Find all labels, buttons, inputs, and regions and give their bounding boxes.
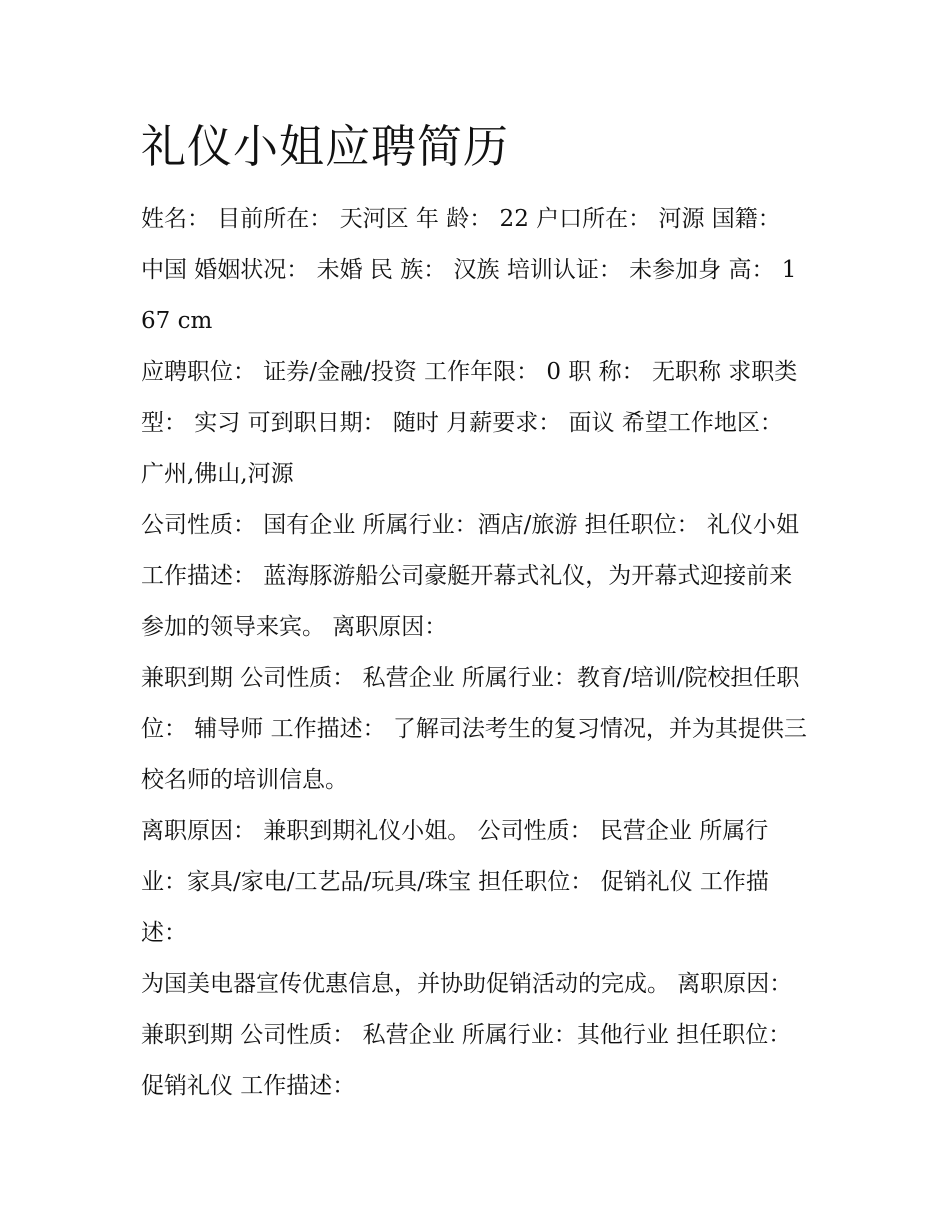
- paragraph-job-intent: 应聘职位： 证券/金融/投资 工作年限： 0 职 称： 无职称 求职类型： 实习 可到职日期： 随时 月薪要求： 面议 希望工作地区： 广州,佛山,河源: [141, 359, 798, 487]
- paragraph-experience-1: 公司性质： 国有企业 所属行业：酒店/旅游 担任职位： 礼仪小姐 工作描述： 蓝海豚游船公司豪艇开幕式礼仪，为开幕式迎接前来参加的领导来宾。 离职原因：: [141, 512, 799, 640]
- paragraph-experience-2: 兼职到期 公司性质： 私营企业 所属行业：教育/培训/院校担任职位： 辅导师 工作描述： 了解司法考生的复习情况，并为其提供三校名师的培训信息。: [141, 665, 807, 793]
- document-page: [141, 112, 809, 1112]
- paragraph-experience-4: 为国美电器宣传优惠信息，并协助促销活动的完成。 离职原因： 兼职到期 公司性质： 私营企业 所属行业：其他行业 担任职位： 促销礼仪 工作描述：: [141, 971, 793, 1099]
- document-title: 礼仪小姐应聘简历: [141, 120, 510, 173]
- paragraph-personal-info: 姓名： 目前所在： 天河区 年 龄： 22 户口所在： 河源 国籍： 中国 婚姻状况： 未婚 民 族： 汉族 培训认证： 未参加身 高： 167 cm: [141, 206, 797, 334]
- paragraph-experience-3: 离职原因： 兼职到期礼仪小姐。 公司性质： 民营企业 所属行业：家具/家电/工艺品/玩具/珠宝 担任职位： 促销礼仪 工作描述：: [141, 818, 769, 946]
